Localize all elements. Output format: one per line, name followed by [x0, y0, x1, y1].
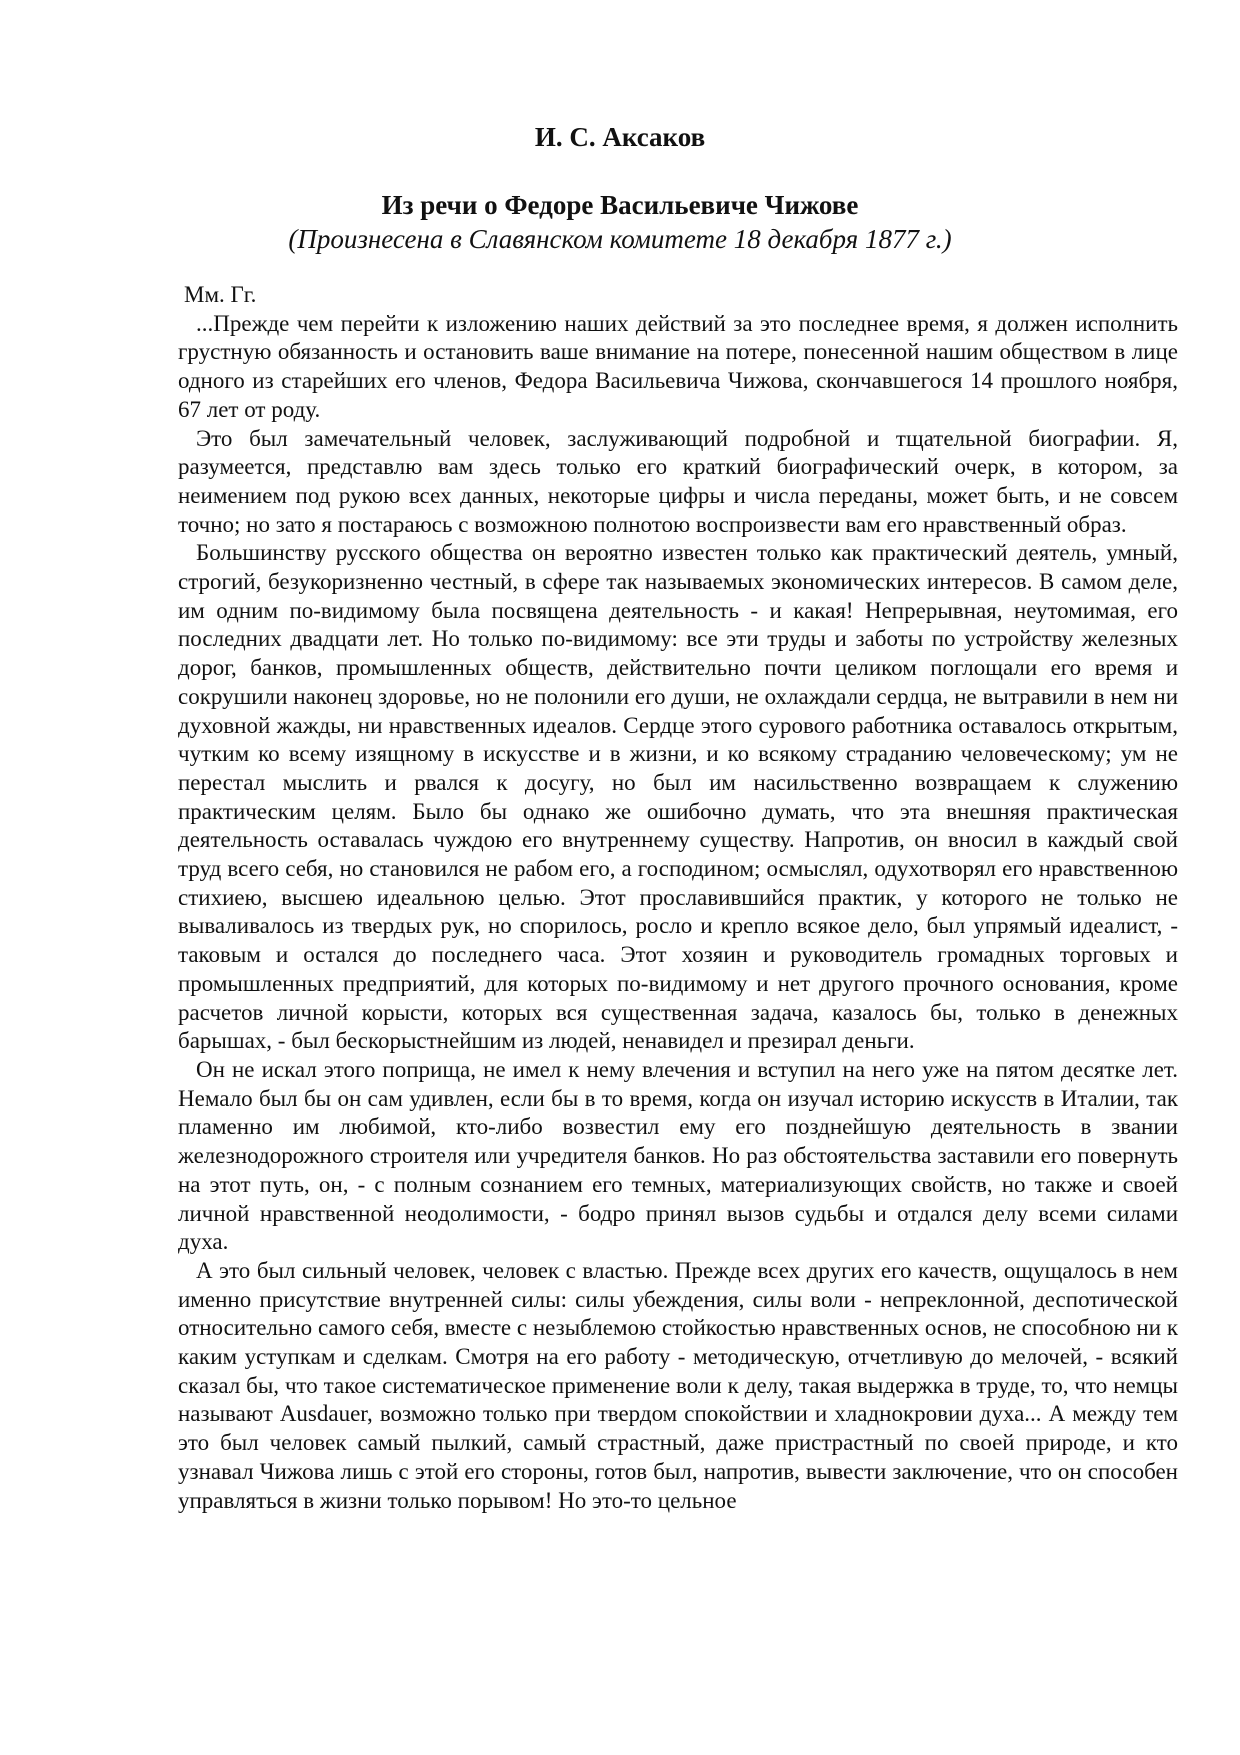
paragraph: Большинству русского общества он вероятно известен только как практический деятель, умный, строгий, безукоризненно честный, в сфере так называемых экономических интересов. В самом деле, им одним по-видимому была посвящена деятельность - и какая! Непрерывная, неутомимая, его последних двадцати лет. Но только по-видимому: все эти труды и заботы по устройству железных дорог, банков, промышленных обществ, действительно почти целиком поглощали его время и сокрушили наконец здоровье, но не полонили его души, не охлаждали сердца, не вытравили в нем ни духовной жажды, ни нравственных идеалов. Сердце этого сурового работника оставалось открытым, чутким ко всему изящному в искусстве и в жизни, и ко всякому страданию человеческому; ум не перестал мыслить и рвался к досугу, но был им насильственно возвращаем к служению практическим целям. Было бы однако же ошибочно думать, что эта внешняя практическая деятельность оставалась чуждою его внутреннему существу. Напротив, он вносил в каждый свой труд всего себя, но становился не рабом его, а господином; осмыслял, одухотворял его нравственною стихиею, высшею идеальною целью. Этот прославившийся практик, у которого не только не вываливалось из твердых рук, но спорилось, росло и крепло всякое дело, был упрямый идеалист, - таковым и остался до последнего часа. Этот хозяин и руководитель громадных торговых и промышленных предприятий, для которых по-видимому и нет другого прочного основания, кроме расчетов личной корысти, которых вся существенная задача, казалось бы, только в денежных барышах, - был бескорыстнейшим из людей, ненавидел и презирал деньги.	[178, 540, 1178, 1054]
document-title: Из речи о Федоре Васильевиче Чижове	[381, 190, 859, 220]
paragraph: А это был сильный человек, человек с властью. Прежде всех других его качеств, ощущалось в нем именно присутствие внутренней силы: силы убеждения, силы воли - непреклонной, деспотической относительно самого себя, вместе с незыблемою стойкостью нравственных основ, не способною ни к каким уступкам и сделкам. Смотря на его работу - методическую, отчетливую до мелочей, - всякий сказал бы, что такое систематическое применение воли к делу, такая выдержка в труде, то, что немцы называют Ausdauer, возможно только при твердом спокойствии и хладнокровии духа... А между тем это был человек самый пылкий, самый страстный, даже пристрастный по своей природе, и кто узнавал Чижова лишь с этой его стороны, готов был, напротив, вывести заключение, что он способен управляться в жизни только порывом! Но это-то цельное	[178, 1257, 1178, 1513]
body-text	[178, 281, 1178, 1515]
greeting: Мм. Гг.	[184, 282, 257, 307]
document-subtitle: (Произнесена в Славянском комитете 18 декабря 1877 г.)	[288, 224, 952, 254]
paragraph: Это был замечательный человек, заслуживающий подробной и тщательной биографии. Я, разумеется, представлю вам здесь только его краткий биографический очерк, в котором, за неимением под рукою всех данных, некоторые цифры и числа переданы, может быть, и не совсем точно; но зато я постараюсь с возможною полнотою воспроизвести вам его нравственный образ.	[178, 425, 1178, 537]
paragraph: ...Прежде чем перейти к изложению наших действий за это последнее время, я должен исполнить грустную обязанность и остановить ваше внимание на потере, понесенной нашим обществом в лице одного из старейших его членов, Федора Васильевича Чижова, скончавшегося 14 прошлого ноября, 67 лет от роду.	[178, 310, 1178, 422]
paragraph: Он не искал этого поприща, не имел к нему влечения и вступил на него уже на пятом десятке лет. Немало был бы он сам удивлен, если бы в то время, когда он изучал историю искусств в Италии, так пламенно им любимой, кто-либо возвестил ему его позднейшую деятельность в звании железнодорожного строителя или учредителя банков. Но раз обстоятельства заставили его повернуть на этот путь, он, - с полным сознанием его темных, материализующих свойств, но также и своей личной нравственной неодолимости, - бодро принял вызов судьбы и отдался делу всеми силами духа.	[178, 1056, 1178, 1255]
author-heading: И. С. Аксаков	[534, 122, 706, 152]
